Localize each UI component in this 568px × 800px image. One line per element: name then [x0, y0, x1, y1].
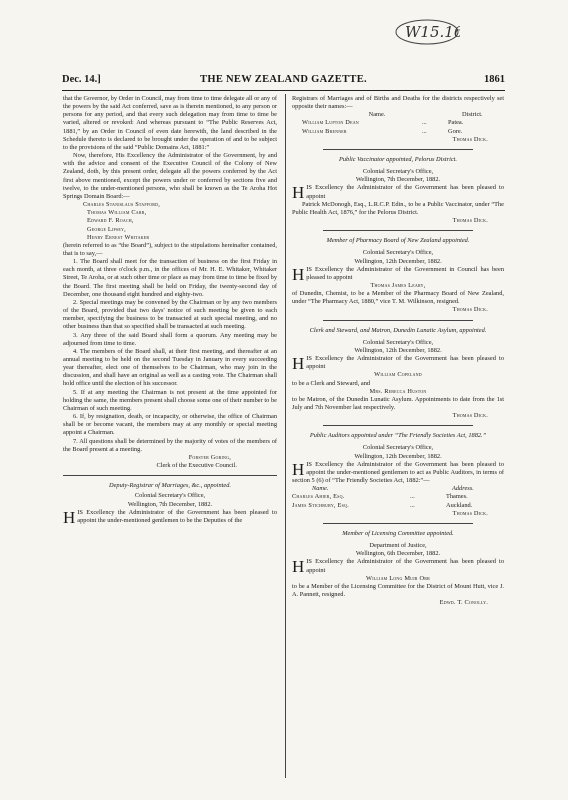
notice-body-text: IS Excellency the Administrator of the Government has been pleased to appoint the under-mentioned gentlemen to act as Public Auditors, in terms of section 5 (6) of “The Friendly Societies Act, 1882:”—	[292, 460, 504, 485]
signature-name: Thomas Dick.	[452, 412, 488, 420]
registrar-intro: Registrars of Marriages and of Births and Deaths for the districts respectively set opposite their names:—	[292, 95, 504, 111]
section-heading: Deputy-Registrar of Marriages, &c., appointed.	[109, 482, 231, 490]
header-rule	[62, 90, 505, 91]
auditor-row	[292, 493, 504, 501]
section-heading: Member of Pharmacy Board of New Zealand appointed.	[326, 237, 470, 245]
notice-continuation: to be Matron, of the Dunedin Lunatic Asylum. Appointments to date from the 1st July and 7th November last respectively.	[292, 395, 504, 411]
auditor-row	[292, 502, 504, 510]
notice-office: Colonial Secretary's Office,	[362, 168, 434, 176]
registrar-district: Gore.	[448, 127, 463, 135]
handwritten-oval	[394, 18, 460, 46]
leader-dots: ...	[422, 127, 427, 135]
drop-cap: H	[292, 264, 305, 284]
notice-date: Wellington, 7th December, 1882.	[127, 500, 213, 508]
drop-cap: H	[292, 354, 305, 374]
registrar-table-header	[292, 111, 504, 119]
board-member: Thomas William Carr,	[87, 209, 147, 217]
drop-cap: H	[63, 507, 76, 527]
stipulation-item: 2. Special meetings may be convened by the Chairman or by any two members of the Board, provided that two days' notice of such meeting be given to each member, specifying the business to be transacted at such special meeting, and no other business than that so specified shall be transacted at such meeting.	[63, 298, 277, 331]
section-rule	[323, 425, 473, 426]
column-header-address: Address.	[452, 485, 474, 493]
drop-cap: H	[292, 557, 305, 577]
notice-date: Wellington, 12th December, 1882.	[354, 452, 442, 460]
notice-text: to be a Clerk and Steward, and	[292, 379, 371, 387]
notice-office: Department of Justice,	[369, 542, 427, 550]
notice-body	[292, 183, 504, 203]
header-title: THE NEW ZEALAND GAZETTE.	[200, 74, 367, 85]
notice-office: Colonial Secretary's Office,	[362, 249, 434, 257]
stipulation-item: 4. The members of the Board shall, at their first meeting, and thereafter at an annual meeting to be held on the second Tuesday in January in every succeeding year thereafter, elect one of themselves to be Chairman, who may join in the discussion, and shall have an original as well as a casting vote. The Chairman shall hold office until the election of his successor.	[63, 347, 277, 388]
auditor-name: Charles Ahier, Esq.	[292, 493, 345, 501]
auditor-table-header	[292, 485, 504, 493]
notice-body	[63, 509, 277, 525]
stipulation-item: 5. If at any meeting the Chairman is not present at the time appointed for holding the same, the members present shall choose some one of their number to be Chairman of such meeting.	[63, 388, 277, 412]
board-member: Edward F. Roach,	[87, 217, 134, 225]
right-column	[292, 95, 504, 607]
notice-continuation: Patrick McDonogh, Esq., L.R.C.P. Edin., to be a Public Vaccinator, under “The Public Health Act, 1876,” for the Pelorus District.	[292, 200, 504, 216]
leader-dots: ...	[422, 119, 427, 127]
section-heading: Clerk and Steward, and Matron, Dunedin Lunatic Asylum, appointed.	[309, 326, 487, 334]
notice-body	[292, 266, 504, 282]
order-paragraph-3: (herein referred to as “the Board”), subject to the stipulations hereinafter contained, that is to say,—	[63, 241, 277, 257]
column-header-district: District.	[462, 111, 483, 119]
stipulation-item: 3. Any three of the said Board shall form a quorum. Any meeting may be adjourned from time to time.	[63, 331, 277, 347]
notice-body-text: IS Excellency the Administrator of the Government has been pleased to appoint	[306, 355, 504, 371]
stipulation-item: 1. The Board shall meet for the transaction of business on the first Friday in each month, at three o'clock p.m., in the offices of Mr. H. E. Whitaker, Whitaker Street, Te Aroha, or at such other time or place as may from time to time be fixed by the Board. The first meeting shall be held on Friday, the twenty-second day of December, one thousand eight hundred and eighty-two.	[63, 258, 278, 298]
notice-continuation: to be a Member of the Licensing Committee for the District of Mount Hutt, vice J. A. Pannett, resigned.	[292, 582, 504, 598]
drop-cap: H	[292, 459, 305, 479]
section-heading: Public Auditors appointed under “The Friendly Societies Act, 1882.”	[309, 432, 487, 440]
handwritten-text: W15.16	[405, 23, 460, 41]
board-member-list	[63, 201, 277, 242]
auditor-address: Auckland.	[446, 501, 473, 509]
notice-date: Wellington, 6th December, 1882.	[355, 550, 441, 558]
notice-body-text: IS Excellency the Administrator of the Government in Council has been pleased to appoint	[306, 265, 504, 281]
handwritten-annotation	[394, 18, 460, 46]
notice-office: Colonial Secretary's Office,	[362, 444, 434, 452]
signature-name: Thomas Dick.	[452, 306, 488, 314]
board-member: George Lipsey,	[87, 225, 126, 233]
section-rule	[323, 320, 473, 321]
notice-body-text: IS Excellency the Administrator of the Government has been pleased to appoint	[306, 558, 504, 574]
notice-body-text: IS Excellency the Administrator of the Government has been pleased to appoint	[306, 184, 504, 200]
page-header	[62, 74, 505, 88]
signature-title: Clerk of the Executive Council.	[156, 462, 237, 470]
appointee-name: Thomas James Leary,	[370, 281, 426, 289]
registrar-name: William Brenner	[302, 127, 347, 135]
column-header-name: Name.	[368, 111, 386, 119]
notice-body-text: IS Excellency the Administrator of the Government has been pleased to appoint the under-mentioned gentlemen to be the Deputies of the	[77, 508, 277, 524]
leader-dots: ...	[410, 501, 415, 509]
notice-date: Wellington, 12th December, 1882.	[354, 346, 442, 354]
registrar-row	[292, 119, 504, 127]
drop-cap: H	[292, 183, 305, 203]
section-rule	[323, 230, 473, 231]
board-member: Charles Stanislaus Stafford,	[83, 201, 161, 209]
notice-office: Colonial Secretary's Office,	[362, 338, 434, 346]
section-rule	[323, 149, 473, 150]
left-column	[63, 95, 277, 525]
stipulation-item: 6. If, by resignation, death, or incapacity, or otherwise, the office of Chairman shall be or become vacant, the members may at any monthly or special meeting appoint a Chairman.	[63, 413, 277, 437]
signature-name: Thomas Dick.	[452, 217, 488, 225]
signature-name: Forster Goring,	[188, 453, 231, 461]
auditor-name: James Stichbury, Esq.	[292, 501, 349, 509]
header-date: Dec. 14.]	[62, 74, 101, 85]
registrar-district: Patea.	[448, 119, 464, 127]
appointee-name: William Copeland	[374, 371, 422, 379]
notice-continuation: of Dunedin, Chemist, to be a Member of the Pharmacy Board of New Zealand, under “The Pharmacy Act, 1880,” vice T. M. Wilkinson, resigned.	[292, 290, 504, 306]
appointee-name: William Long Muir Orr	[366, 574, 430, 582]
registrar-name: William Lupton Dean	[302, 119, 359, 127]
header-page-number: 1861	[484, 74, 505, 85]
section-heading: Public Vaccinator appointed, Pelorus District.	[338, 155, 458, 163]
notice-office: Colonial Secretary's Office,	[134, 492, 206, 500]
notice-body	[292, 557, 504, 577]
auditor-address: Thames.	[446, 493, 468, 501]
section-rule	[323, 523, 473, 524]
leader-dots: ...	[410, 493, 415, 501]
signature-name: Edwd. T. Conolly.	[439, 599, 488, 607]
section-rule	[63, 475, 277, 476]
order-paragraph-2: Now, therefore, His Excellency the Administrator of the Government, by and with the advice and consent of the Executive Council of the Colony of New Zealand, doth, by this present order, delegate all the powers conferred by the Act first above mentioned, except the powers under or conferred by sections five and twelve, to the under-mentioned persons, who shall be known as the Te Aroha Hot Springs Domain Board:—	[63, 152, 277, 200]
board-member: Henry Ernest Whitaker	[87, 233, 150, 241]
signature-name: Thomas Dick.	[452, 509, 488, 517]
notice-date: Wellington, 12th December, 1882.	[354, 257, 442, 265]
order-paragraph-1: that the Governor, by Order in Council, may from time to time delegate all or any of the powers by the said Act conferred, save as is therein mentioned, to any person or persons for any period, and that every such delegation may from time to time be varied, altered or revoked: And whereas pursuant to “The Public Reserves Act, 1881,” by an Order in Council of even date herewith, the land described in the Schedule thereto is declared to be brought under the operation of and to be subject to the provisions of the said “Public Domains Act, 1881:”	[63, 95, 277, 151]
stipulation-item: 7. All questions shall be determined by the majority of votes of the members of the Board present at a meeting.	[63, 437, 277, 453]
registrar-row	[292, 128, 504, 136]
section-heading: Member of Licensing Committee appointed.	[342, 529, 454, 537]
notice-date: Wellington, 7th December, 1882.	[355, 176, 441, 184]
column-divider	[285, 94, 286, 778]
notice-body	[292, 461, 504, 485]
appointee-name: Mrs. Rebecca Huston	[369, 387, 427, 395]
signature-name: Thomas Dick.	[452, 135, 488, 143]
notice-body	[292, 354, 504, 374]
column-header-name: Name.	[312, 485, 329, 493]
